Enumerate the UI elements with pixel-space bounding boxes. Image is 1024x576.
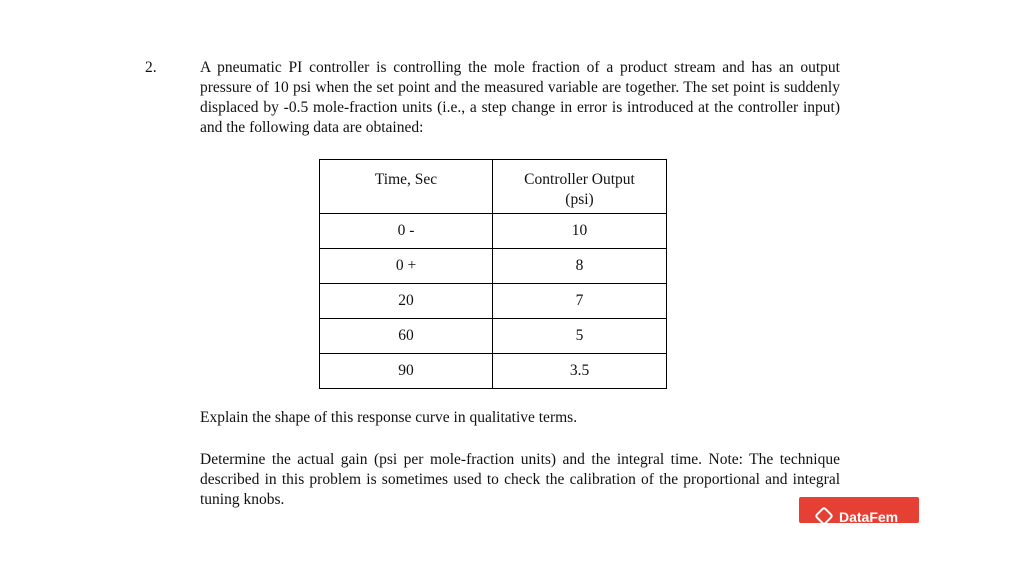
time-cell: 0 - [320, 214, 493, 249]
brand-logo-icon [814, 506, 834, 523]
question-part-b-text: Determine the actual gain (psi per mole-fraction units) and the integral time. Note: The technique described in this problem is sometimes used to check the calibration of the proportional and integral tuning knobs. [200, 451, 840, 508]
time-cell: 20 [320, 284, 493, 319]
question-part-a-text: Explain the shape of this response curve in qualitative terms. [200, 409, 578, 426]
table-row [320, 319, 667, 354]
output-cell: 7 [493, 284, 667, 319]
output-cell: 10 [493, 214, 667, 249]
header-output-label: Controller Output [524, 171, 635, 188]
header-output-unit: (psi) [565, 191, 594, 208]
header-time [320, 160, 493, 214]
table-row [320, 284, 667, 319]
output-cell: 3.5 [493, 354, 667, 389]
table-row [320, 354, 667, 389]
time-cell: 60 [320, 319, 493, 354]
time-cell: 90 [320, 354, 493, 389]
table-row [320, 249, 667, 284]
question-intro-text: A pneumatic PI controller is controlling the mole fraction of a product stream and has an output pressure of 10 psi when the set point and the measured variable are together. The set point is suddenly displaced by -0.5 mole-fraction units (i.e., a step change in error is introduced at the controller input) and the following data are obtained: [200, 59, 840, 136]
output-cell: 8 [493, 249, 667, 284]
time-cell: 0 + [320, 249, 493, 284]
data-table [319, 159, 667, 389]
brand-badge[interactable] [799, 497, 919, 523]
header-controller-output [493, 160, 667, 214]
table-header-row [320, 160, 667, 214]
brand-badge-text: DataFem [839, 509, 899, 523]
header-time-label: Time, Sec [374, 171, 438, 188]
output-cell: 5 [493, 319, 667, 354]
question-number: 2. [145, 59, 157, 76]
table-row [320, 214, 667, 249]
